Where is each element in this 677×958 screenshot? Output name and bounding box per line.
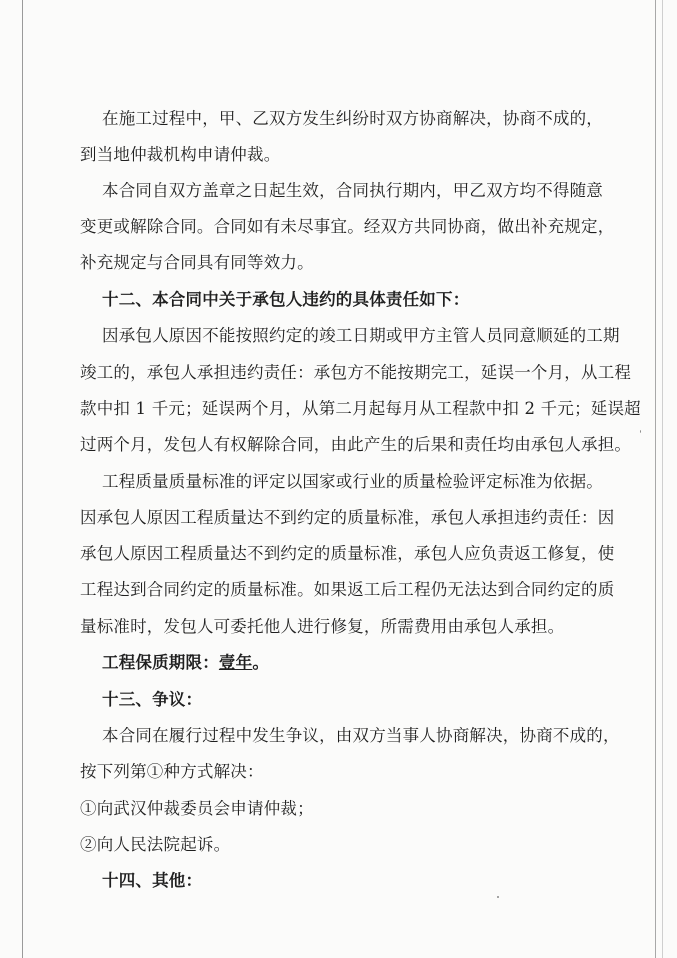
paragraph-line: 本合同自双方盖章之日起生效，合同执行期内，甲乙双方均不得随意 <box>102 181 603 200</box>
option-2: ②向人民法院起诉。 <box>80 835 231 854</box>
paragraph-line: 工程达到合同约定的质量标准。如果返工后工程仍无法达到合同约定的质 <box>80 580 615 599</box>
scan-border-right-inner <box>662 0 663 958</box>
section-heading-14: 十四、其他： <box>102 871 203 890</box>
paragraph-line: 变更或解除合同。合同如有未尽事宜。经双方共同协商，做出补充规定， <box>80 217 615 236</box>
paragraph-line: 竣工的，承包人承担违约责任：承包方不能按期完工，延误一个月，从工程 <box>80 363 632 382</box>
paragraph-line: 在施工过程中，甲、乙双方发生纠纷时双方协商解决，协商不成的， <box>102 109 603 128</box>
paragraph-line: 补充规定与合同具有同等效力。 <box>80 253 314 272</box>
warranty-line <box>102 652 269 674</box>
paragraph-line: 量标准时，发包人可委托他人进行修复，所需费用由承包人承担。 <box>80 617 565 636</box>
scan-speck <box>497 896 499 898</box>
paragraph-line: 到当地仲裁机构申请仲裁。 <box>80 145 281 164</box>
scan-border-right <box>655 0 656 958</box>
paragraph-line: 因承包人原因不能按照约定的竣工日期或甲方主管人员同意顺延的工期 <box>102 326 620 345</box>
section-heading-13: 十三、争议： <box>102 690 203 709</box>
warranty-value: 壹年 <box>218 653 253 672</box>
paragraph-line: 过两个月，发包人有权解除合同，由此产生的后果和责任均由承包人承担。 <box>80 435 632 454</box>
paragraph-line: 本合同在履行过程中发生争议，由双方当事人协商解决，协商不成的， <box>102 726 620 745</box>
paragraph-line: 工程质量质量标准的评定以国家或行业的质量检验评定标准为依据。 <box>102 472 603 491</box>
paragraph-line: 承包人原因工程质量达不到约定的质量标准，承包人应负责返工修复，使 <box>80 544 615 563</box>
paragraph-line: 款中扣 1 千元；延误两个月，从第二月起每月从工程款中扣 2 千元；延误超 <box>80 399 641 418</box>
paragraph-line: 按下列第①种方式解决： <box>80 762 264 781</box>
scan-speck <box>640 430 641 433</box>
option-1: ①向武汉仲裁委员会申请仲裁； <box>80 799 314 818</box>
warranty-end: 。 <box>252 653 270 672</box>
paragraph-line: 因承包人原因工程质量达不到约定的质量标准，承包人承担违约责任：因 <box>80 508 615 527</box>
warranty-label: 工程保质期限： <box>102 653 219 672</box>
section-heading-12: 十二、本合同中关于承包人违约的具体责任如下： <box>102 290 470 309</box>
scan-border-left <box>22 0 23 958</box>
